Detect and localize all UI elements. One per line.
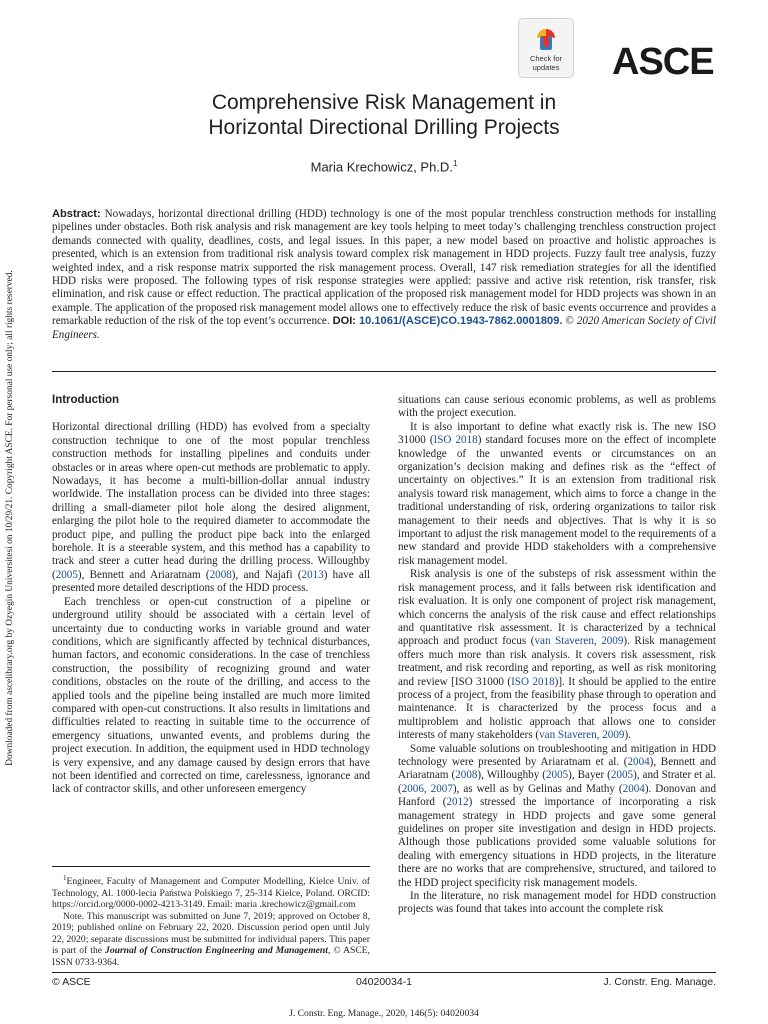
- title-line-2: Horizontal Directional Drilling Projects: [208, 116, 560, 139]
- footnotes: [52, 873, 370, 968]
- check-updates-icon: [533, 24, 559, 54]
- citation-link[interactable]: 2005: [55, 568, 78, 581]
- citation-link[interactable]: van Staveren, 2009: [534, 635, 624, 648]
- footnote-divider: [52, 866, 370, 867]
- author-sup: 1: [452, 159, 458, 168]
- body-paragraph-3: Risk analysis is one of the substeps of risk assessment within the risk management process, and it falls between risk identification and risk evaluation. It is only one component of project risk management, which concerns the analysis of the risk cause and effect relationships and quantitative risk assessment. It is characterized by a technical approach and product focus (van Staveren, 2009). Risk management offers much more than risk analysis. It covers risk assessment, risk treatment, and risk recording and reporting, as well as risk monitoring and review [ISO 31000 (ISO 2018)]. It should be applied to the entire process of a project, from the feasibility phase through to operation and maintenance. It is characterized by the process focus and a multiproblem and holistic approach that allows one to consider interests of many stakeholders (van Staveren, 2009).: [398, 568, 717, 742]
- footer-divider: [52, 972, 716, 973]
- intro-paragraph-1: Horizontal directional drilling (HDD) has evolved from a specialty construction technique to one of the most popular trenchless construction methods for installing pipelines and conduits under obstacles or in areas where open-cut methods are problematic to apply. Nowadays, it has become a multi-billion-dollar annual industry worldwide. The installation process can be divided into three stages: drilling a small-diameter pilot hole along the desired alignment, enlarging the pilot hole to the required diameter to accommodate the product pipe, and pulling the product pipe back into the enlarged borehole. It is a steerable system, and this method has a capability to track and steer a cutter head during the drilling process. Willoughby (2005), Bennett and Ariaratnam (2008), and Najafi (2013) have all presented more detailed descriptions of the HDD process.: [52, 421, 370, 595]
- badge-label-1: Check for: [529, 54, 563, 63]
- citation-link[interactable]: 2005: [545, 769, 569, 782]
- right-column: [398, 394, 716, 917]
- citation-link[interactable]: 2005: [610, 769, 634, 782]
- badge-label-2: updates: [532, 62, 560, 72]
- intro-paragraph-2: Each trenchless or open-cut construction of a pipeline or underground utility should be associated with a certain level of uncertainty due to conducting works in variable ground and water conditions, which are significantly affected by technical disturbances, human factors, and economic considerations. In the case of trenchless construction, the possibility of recognizing ground and water conditions, obstacles on the route of the drilling, and access to the applied tools and the pipeline being installed are much more limited compared with open-cut constructions. It also results in limitations and difficulties related to reacting in suitable time to the occurrence of emergency situations, unwanted events, and problems during the project execution. In addition, the equipment used in HDD technology is very expensive, and any damage caused by design errors that have not been identified and corrected on time, carelessness, ignorance and lack of contractor skills, and other unforeseen emergency: [52, 595, 370, 796]
- abstract-label: Abstract:: [52, 208, 101, 220]
- abstract: [52, 208, 716, 342]
- journal-name: Journal of Construction Engineering and Management: [105, 945, 328, 957]
- copyright-text: 2020 American Society of Civil Engineers.: [52, 315, 716, 341]
- manuscript-note: Note. This manuscript was submitted on June 7, 2019; approved on October 8, 2019; published online on February 22, 2020. Discussion period open until July 22, 2020; separate discussions must be submitted for individual papers. This paper is part of the Journal of Construction Engineering and Management, © ASCE, ISSN 0733-9364.: [52, 910, 370, 968]
- doi-link[interactable]: 10.1061/(ASCE)CO.1943-7862.0001809.: [358, 315, 563, 328]
- section-heading-introduction: Introduction: [52, 394, 120, 406]
- download-notice-text: Downloaded from ascelibrary.org by Ozyegin Universitesi on 10/29/21. Copyright ASCE. For personal use only; all rights reserved.: [5, 270, 15, 766]
- author-line: [120, 159, 648, 174]
- citation-link[interactable]: 2013: [301, 568, 324, 581]
- download-notice: [4, 238, 16, 798]
- citation-line: J. Constr. Eng. Manage., 2020, 146(5): 04020034: [289, 1008, 479, 1019]
- citation-link[interactable]: ISO 2018: [433, 434, 478, 447]
- footer-left: © ASCE: [52, 976, 91, 988]
- body-paragraph-1: situations can cause serious economic problems, as well as problems with the project execution.: [398, 394, 716, 420]
- asce-logo: ASCE: [612, 41, 714, 83]
- doi-label: DOI:: [332, 315, 356, 328]
- footer-journal: J. Constr. Eng. Manage.: [603, 976, 716, 988]
- left-column: [52, 394, 370, 797]
- citation-link[interactable]: ISO 2018: [511, 675, 555, 688]
- abstract-text: Nowadays, horizontal directional drilling (HDD) technology is one of the most popular trenchless construction methods for installing pipelines under obstacles. Both risk analysis and risk management are key tools helping to meet today’s challenging trenchless construction project demands connected with quality, deadlines, costs, and legal issues. In this paper, a new model based on proactive and holistic approaches is presented, which is an extension from traditional risk analysis toward complex risk management in HDD projects. Fuzzy fault tree analysis, fuzzy weighted index, and a risk response matrix supported the risk management process. Overall, 147 risk remediation strategies for all the identified HDD risks were proposed. The following types of risk response strategies were applied: passive and active risk retention, risk transfer, risk elimination, and risk cause or effect reduction. The practical application of the proposed risk management model for HDD projects was shown in an example. The application of the proposed risk management model allows one to effectively reduce the risk of basic events occurrence and provides a remarkable reduction of the risk of the top event’s occurrence.: [52, 208, 716, 328]
- author-affiliation: $^1$Engineer, Faculty of Management and Computer Modelling, Kielce Univ. of Technology, Al. 1000-lecia Państwa Polskiego 7, 25-314 Kielce, Poland. ORCID: https://orcid.org/0000-0002-4213-3149. Email: maria .krechowicz@gmail.com: [52, 874, 370, 911]
- citation-link[interactable]: 2012: [446, 796, 469, 809]
- citation-link[interactable]: 2006, 2007: [401, 782, 453, 795]
- citation-link[interactable]: 2008: [455, 769, 478, 782]
- body-paragraph-2: It is also important to define what exactly risk is. The new ISO 31000 (ISO 2018) standard focuses more on the effect of incomplete knowledge of the unwanted events or circumstances on an organization’s decision making and defines risk as the “effect of uncertainty on objectives.” It is an extension from traditional risk analysis toward risk management, which aims to force a change in the traditional understanding of risk, ordering organizations to tailor risk management to their needs and objectives. That is why it is so important to adjust the risk management model to the requirements of a new standard and provide HDD stakeholders with a comprehensive risk management model.: [398, 420, 717, 567]
- author-name: Maria Krechowicz, Ph.D.: [310, 159, 453, 175]
- check-for-updates-badge[interactable]: [518, 18, 574, 78]
- body-paragraph-5: In the literature, no risk management model for HDD construction projects was found that takes into account the complete risk: [398, 890, 716, 916]
- article-title: [120, 90, 648, 140]
- title-line-1: Comprehensive Risk Management in: [211, 91, 557, 114]
- citation-link[interactable]: 2008: [209, 568, 232, 581]
- copyright-symbol: ©: [565, 315, 574, 328]
- citation-link[interactable]: 2004: [622, 782, 645, 795]
- citation-link[interactable]: 2004: [627, 755, 650, 768]
- abstract-divider: [52, 371, 716, 372]
- citation-link[interactable]: van Staveren, 2009: [539, 729, 625, 742]
- footer-page-id: 04020034-1: [355, 976, 413, 988]
- body-paragraph-4: Some valuable solutions on troubleshooting and mitigation in HDD technology were presented by Ariaratnam et al. (2004), Bennett and Ariaratnam (2008), Willoughby (2005), Bayer (2005), and Strater et al. (2006, 2007), as well as by Gelinas and Mathy (2004). Donovan and Hanford (2012) stressed the importance of incorporating a risk management strategy in HDD projects and gave some general guidelines on proper site investigation and design in HDD projects. Although those publications provided some valuable solutions for dealing with emergency situations in HDD projects, in the literature there are no works that are comprehensive, structured, and tailored to the HDD project specificity risk management models.: [398, 742, 716, 889]
